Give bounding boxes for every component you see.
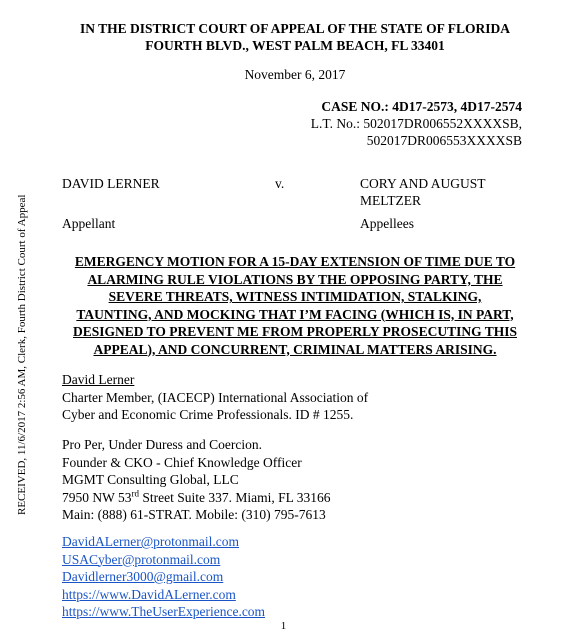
court-header-line2: FOURTH BLVD., WEST PALM BEACH, FL 33401 [145, 38, 445, 53]
contact-line2: Founder & CKO - Chief Knowledge Officer [62, 454, 302, 470]
lower-tribunal-number-2: 502017DR006553XXXXSB [366, 133, 522, 148]
appellees-name-line1: CORY AND AUGUST [360, 176, 486, 191]
motion-title-line: TAUNTING, AND MOCKING THAT I’M FACING (WHICH IS, IN PART, [76, 306, 514, 322]
website-link-theuserexperience[interactable]: https://www.TheUserExperience.com [62, 604, 266, 619]
motion-title [60, 253, 530, 358]
court-header-line1: IN THE DISTRICT COURT OF APPEAL OF THE STATE OF FLORIDA [79, 21, 511, 36]
signer-credential-line2: Cyber and Economic Crime Professionals. ID # 1255. [62, 407, 354, 422]
appellant-role: Appellant [62, 216, 116, 231]
court-header [40, 20, 550, 54]
versus-label: v. [275, 176, 285, 191]
received-stamp: RECEIVED, 11/6/2017 2:56 AM, Clerk, Fourth District Court of Appeal [16, 194, 28, 515]
motion-title-line: ALARMING RULE VIOLATIONS BY THE OPPOSING PARTY, THE [87, 271, 503, 287]
appellant-name: DAVID LERNER [62, 176, 160, 191]
signer-credential-line1: Charter Member, (IACECP) International Association of [62, 389, 369, 405]
contact-address [62, 489, 331, 507]
address-part1: 7950 NW 53 [62, 489, 132, 505]
case-number: CASE NO.: 4D17-2573, 4D17-2574 [321, 99, 522, 114]
contact-phones: Main: (888) 61-STRAT. Mobile: (310) 795-7613 [62, 507, 326, 522]
contact-line3: MGMT Consulting Global, LLC [62, 472, 239, 487]
address-part2: Street Suite 337. Miami, FL 33166 [139, 489, 331, 505]
filing-date: November 6, 2017 [244, 67, 346, 82]
motion-title-line: EMERGENCY MOTION FOR A 15-DAY EXTENSION OF TIME DUE TO [74, 254, 516, 269]
motion-title-line: APPEAL), AND CONCURRENT, CRIMINAL MATTERS ARISING. [93, 341, 497, 357]
links-block [62, 533, 265, 621]
contact-block [62, 436, 331, 524]
page-number: 1 [280, 620, 287, 632]
appellees-role: Appellees [360, 216, 414, 231]
appellees-name-line2: MELTZER [360, 193, 422, 208]
appellees-name [360, 175, 486, 209]
lower-tribunal-number-1: L.T. No.: 502017DR006552XXXXSB, [310, 116, 522, 131]
email-link-protonmail-david[interactable]: DavidALerner@protonmail.com [62, 534, 240, 549]
address-ordinal: rd [131, 488, 139, 498]
motion-title-line: SEVERE THREATS, WITNESS INTIMIDATION, STALKING, [108, 289, 482, 304]
motion-title-line: DESIGNED TO PREVENT ME FROM PROPERLY PROSECUTING THIS [73, 324, 517, 339]
signer-name: David Lerner [62, 372, 135, 387]
website-link-davidalerner[interactable]: https://www.DavidALerner.com [62, 586, 236, 602]
contact-line1: Pro Per, Under Duress and Coercion. [62, 437, 263, 452]
case-info [311, 98, 522, 149]
email-link-protonmail-usacyber[interactable]: USACyber@protonmail.com [62, 551, 221, 567]
email-link-gmail[interactable]: Davidlerner3000@gmail.com [62, 569, 224, 584]
signature-block [62, 371, 368, 424]
